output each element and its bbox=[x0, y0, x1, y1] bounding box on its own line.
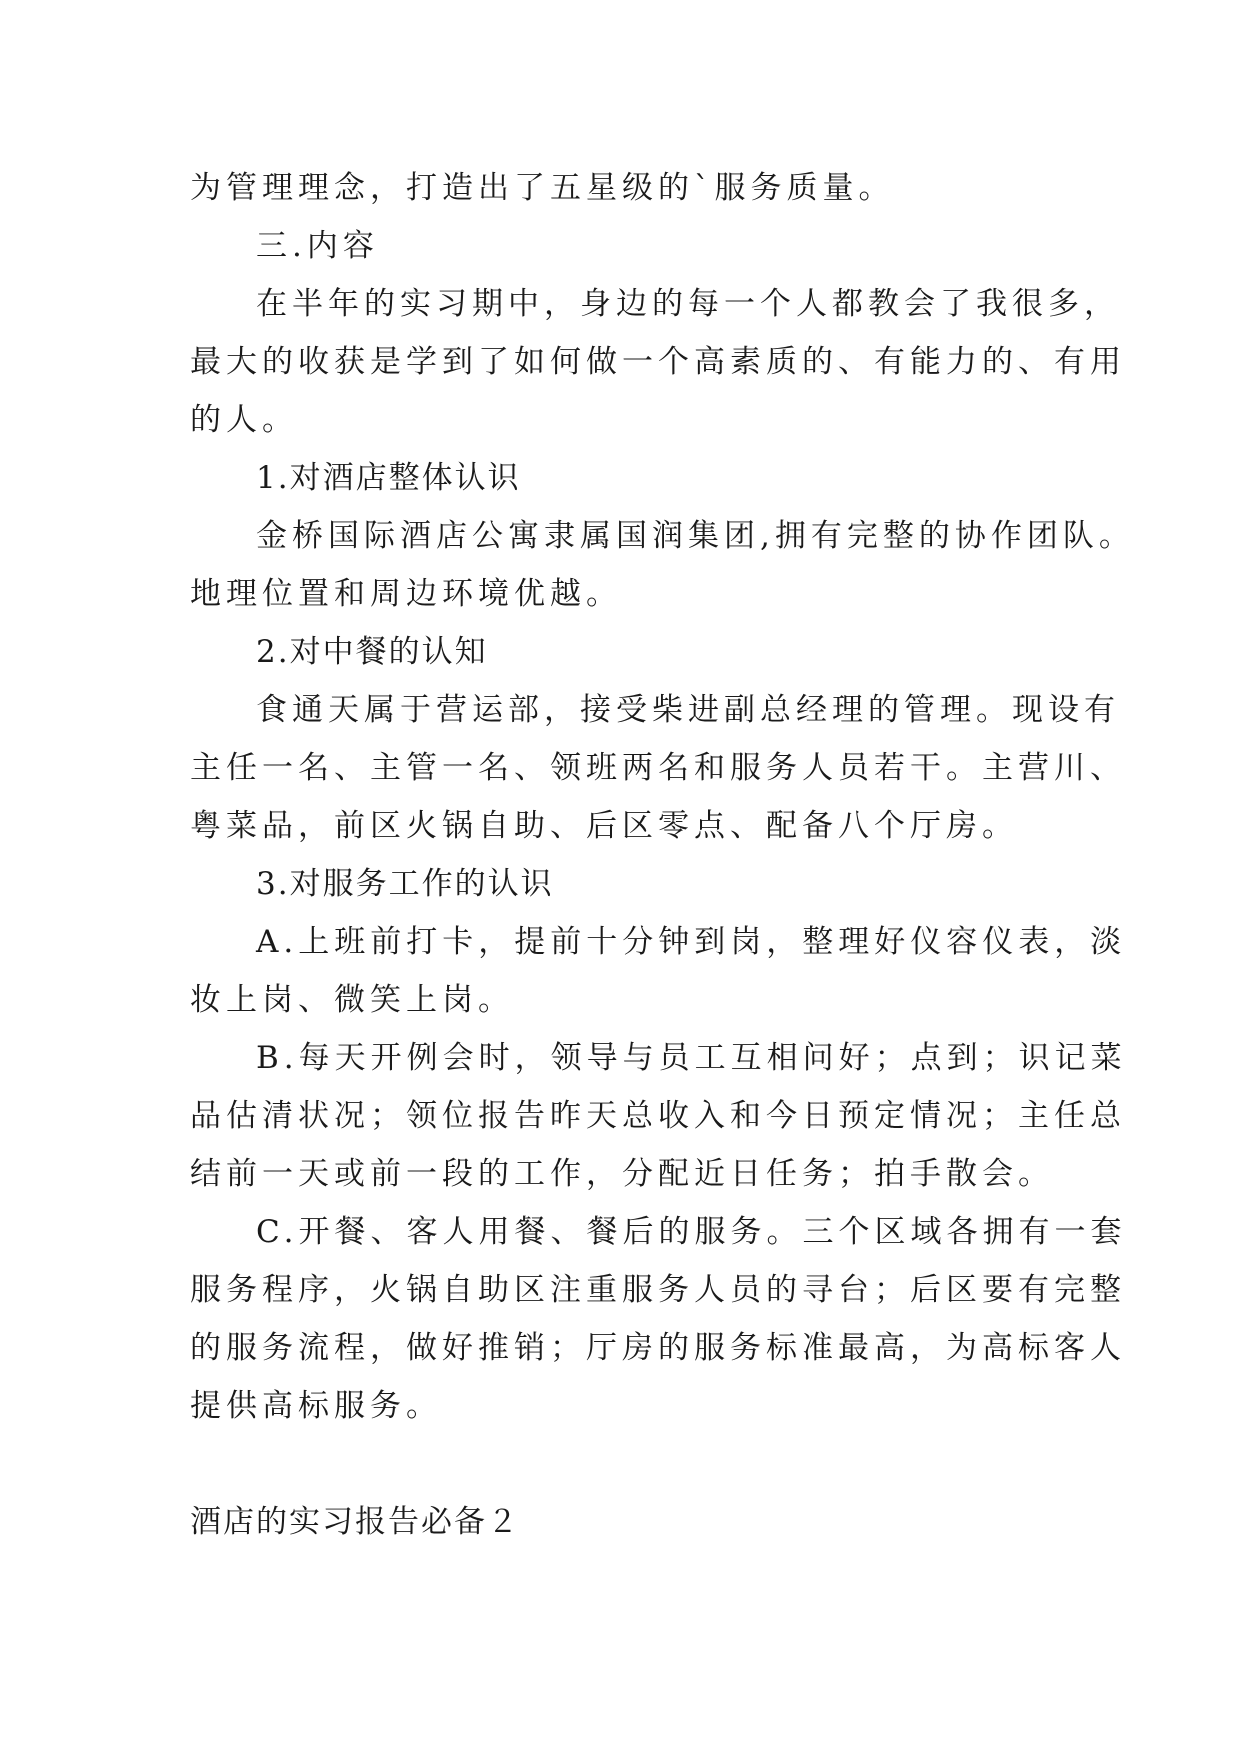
text-line: 地理位置和周边环境优越。 bbox=[190, 576, 622, 612]
text-line: 提供高标服务。 bbox=[190, 1388, 442, 1424]
subsection-heading: 2.对中餐的认知 bbox=[256, 634, 488, 670]
text-line: 食通天属于营运部，接受柴进副总经理的管理。现设有 bbox=[256, 692, 1120, 728]
text-line: 为管理理念，打造出了五星级的`服务质量。 bbox=[190, 170, 895, 206]
text-line: C.开餐、客人用餐、餐后的服务。三个区域各拥有一套 bbox=[256, 1214, 1127, 1250]
text-line: 主任一名、主管一名、领班两名和服务人员若干。主营川、 bbox=[190, 750, 1126, 786]
text-line: 服务程序，火锅自助区注重服务人员的寻台；后区要有完整 bbox=[190, 1272, 1126, 1308]
section-heading: 三.内容 bbox=[256, 228, 379, 264]
report-title: 酒店的实习报告必备２ bbox=[190, 1504, 520, 1540]
text-line: 粤菜品，前区火锅自助、后区零点、配备八个厅房。 bbox=[190, 808, 1018, 844]
text-line: 在半年的实习期中，身边的每一个人都教会了我很多， bbox=[256, 286, 1120, 322]
text-line: A.上班前打卡，提前十分钟到岗，整理好仪容仪表，淡 bbox=[256, 924, 1127, 960]
text-line: 最大的收获是学到了如何做一个高素质的、有能力的、有用 bbox=[190, 344, 1126, 380]
text-line: 金桥国际酒店公寓隶属国润集团,拥有完整的协作团队。 bbox=[256, 518, 1135, 554]
text-line: 的服务流程，做好推销；厅房的服务标准最高，为高标客人 bbox=[190, 1330, 1126, 1366]
subsection-heading: 3.对服务工作的认识 bbox=[256, 866, 554, 902]
text-line: B.每天开例会时，领导与员工互相问好；点到；识记菜 bbox=[256, 1040, 1127, 1076]
text-line: 的人。 bbox=[190, 402, 298, 438]
text-line: 结前一天或前一段的工作，分配近日任务；拍手散会。 bbox=[190, 1156, 1054, 1192]
text-line: 品估清状况；领位报告昨天总收入和今日预定情况；主任总 bbox=[190, 1098, 1126, 1134]
subsection-heading: 1.对酒店整体认识 bbox=[256, 460, 521, 496]
text-line: 妆上岗、微笑上岗。 bbox=[190, 982, 514, 1018]
